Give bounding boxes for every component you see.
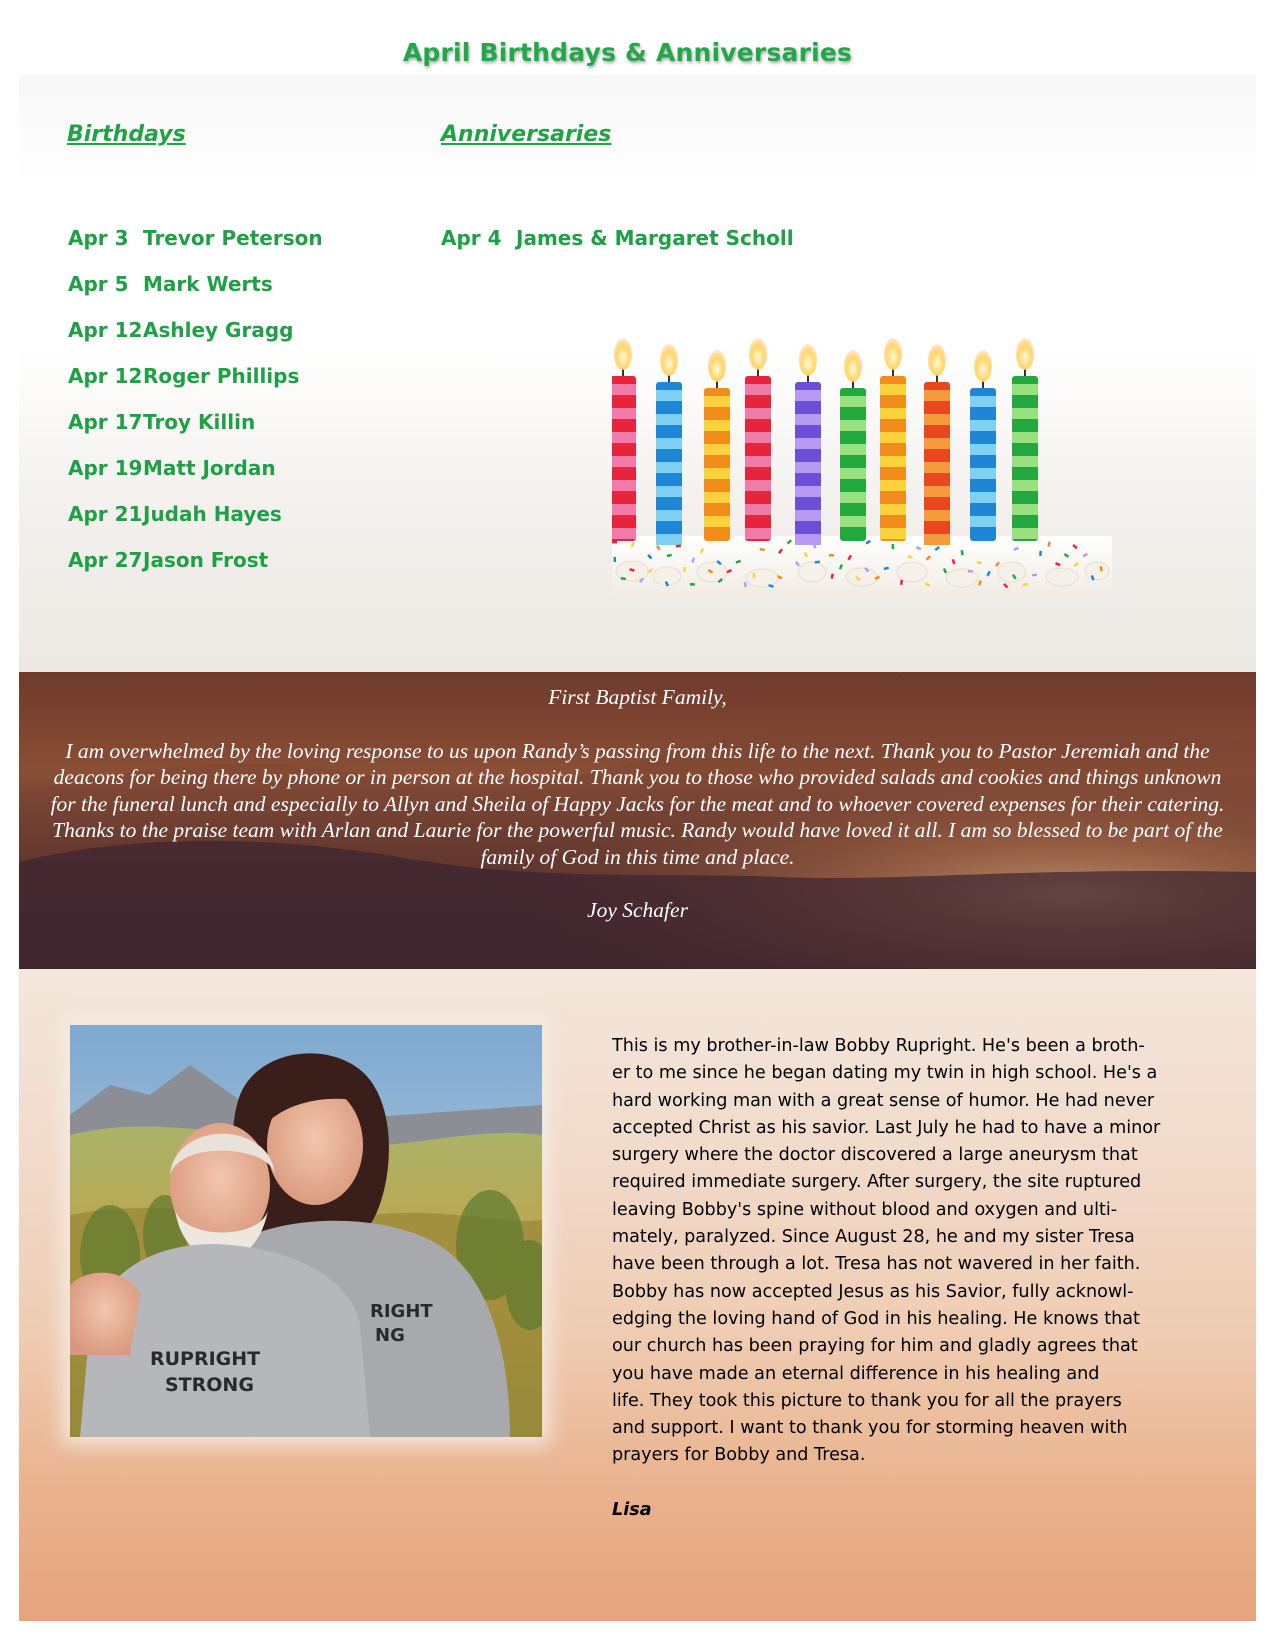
birthday-entry [68,548,323,594]
story-text: This is my brother-in-law Bobby Rupright. He's been a broth- er to me since he began dating my twin in high school. He's a hard working man with a great sense of humor. He had never accepted Christ as his savior. Last July he had to have a minor surgery where the doctor discovered a large aneurysm that required immediate surgery. After surgery, the site ruptured leaving Bobby's spine without blood and oxygen and ulti- mately, paralyzed. Since August 28, he and my sister Tresa have been through a lot. Tresa has not wavered in her faith. Bobby has now accepted Jesus as his Savior, fully acknowl- edging the loving hand of God in his healing. He knows that our church has been praying for him and gladly agrees that you have made an eternal difference in his healing and life. They took this picture to thank you for all the prayers and support. I want to thank you for storming heaven with prayers for Bobby and Tresa. [612,1036,1161,1466]
birthday-date: Apr 17 [68,410,143,434]
candle [612,338,636,541]
birthday-entry [68,502,323,548]
anniversary-name: James & Margaret Scholl [516,226,794,250]
shirt-text-left-1: RUPRIGHT [150,1348,261,1370]
birthday-name: Judah Hayes [143,502,282,526]
birthdays-heading: Birthdays [67,122,186,147]
birthday-name: Mark Werts [143,272,273,296]
birthday-name: Roger Phillips [143,364,300,388]
thank-you-letter-banner [19,672,1256,969]
candle-flame [660,344,678,376]
candle-flame [799,344,817,376]
birthday-entry [68,318,323,364]
candle [795,344,821,545]
birthday-date: Apr 5 [68,272,129,296]
shirt-text-left-2: STRONG [165,1374,254,1396]
candle-flame [749,338,767,370]
birthday-name: Trevor Peterson [143,226,323,250]
anniversaries-heading: Anniversaries [441,122,612,147]
birthday-date: Apr 12 [68,364,143,388]
birthday-list [68,226,323,594]
candle-flame [974,350,992,382]
birthday-name: Jason Frost [143,548,269,572]
birthday-entry [68,226,323,272]
birthday-entry [68,272,323,318]
birthday-entry [68,410,323,456]
candle [840,350,866,541]
candle-flame [614,338,632,370]
candle [745,338,771,541]
candle [656,344,682,545]
birthday-date: Apr 3 [68,226,129,250]
candle [880,338,906,541]
birthday-entry [68,364,323,410]
candle [970,350,996,541]
birthday-date: Apr 27 [68,548,143,572]
anniversary-date: Apr 4 [441,226,502,250]
story-column [612,1033,1202,1524]
page-title: April Birthdays & Anniversaries [402,38,853,67]
shirt-text-right-2: NG [375,1325,405,1346]
birthday-entry [68,456,323,502]
candle-flame [928,344,946,376]
thank-you-letter [19,684,1256,924]
candle-flame [1016,338,1034,370]
birthday-candles-image [612,336,1112,596]
bobby-and-tresa-photo [70,1025,542,1437]
anniversary-entry [441,226,794,272]
shirt-text-right-1: RIGHT [370,1301,433,1322]
letter-body: I am overwhelmed by the loving response to us upon Randy’s passing from this life to the next. Thank you to Pastor Jeremiah and the deacons for being there by phone or in person at the hospital. Thank you to those who provided salads and cookies and things unknown for the funeral lunch and especially to Allyn and Sheila of Happy Jacks for the meat and to whoever covered expenses for their catering. Thanks to the praise team with Arlan and Laurie for the powerful music. Randy would have loved it all. I am so blessed to be part of the family of God in this time and place. [50,738,1225,869]
birthday-date: Apr 21 [68,502,143,526]
birthday-name: Troy Killin [143,410,256,434]
story-signature: Lisa [612,1499,652,1520]
anniversary-list [441,226,794,272]
birthday-date: Apr 12 [68,318,143,342]
candle-flame [884,338,902,370]
candle-flame [844,350,862,382]
candle [1012,338,1038,541]
candle [704,350,730,541]
letter-greeting: First Baptist Family, [548,685,727,709]
candle [924,344,950,545]
birthday-date: Apr 19 [68,456,143,480]
candle-flame [708,350,726,382]
birthday-name: Matt Jordan [143,456,276,480]
birthday-name: Ashley Gragg [143,318,294,342]
letter-signature: Joy Schafer [587,898,688,922]
